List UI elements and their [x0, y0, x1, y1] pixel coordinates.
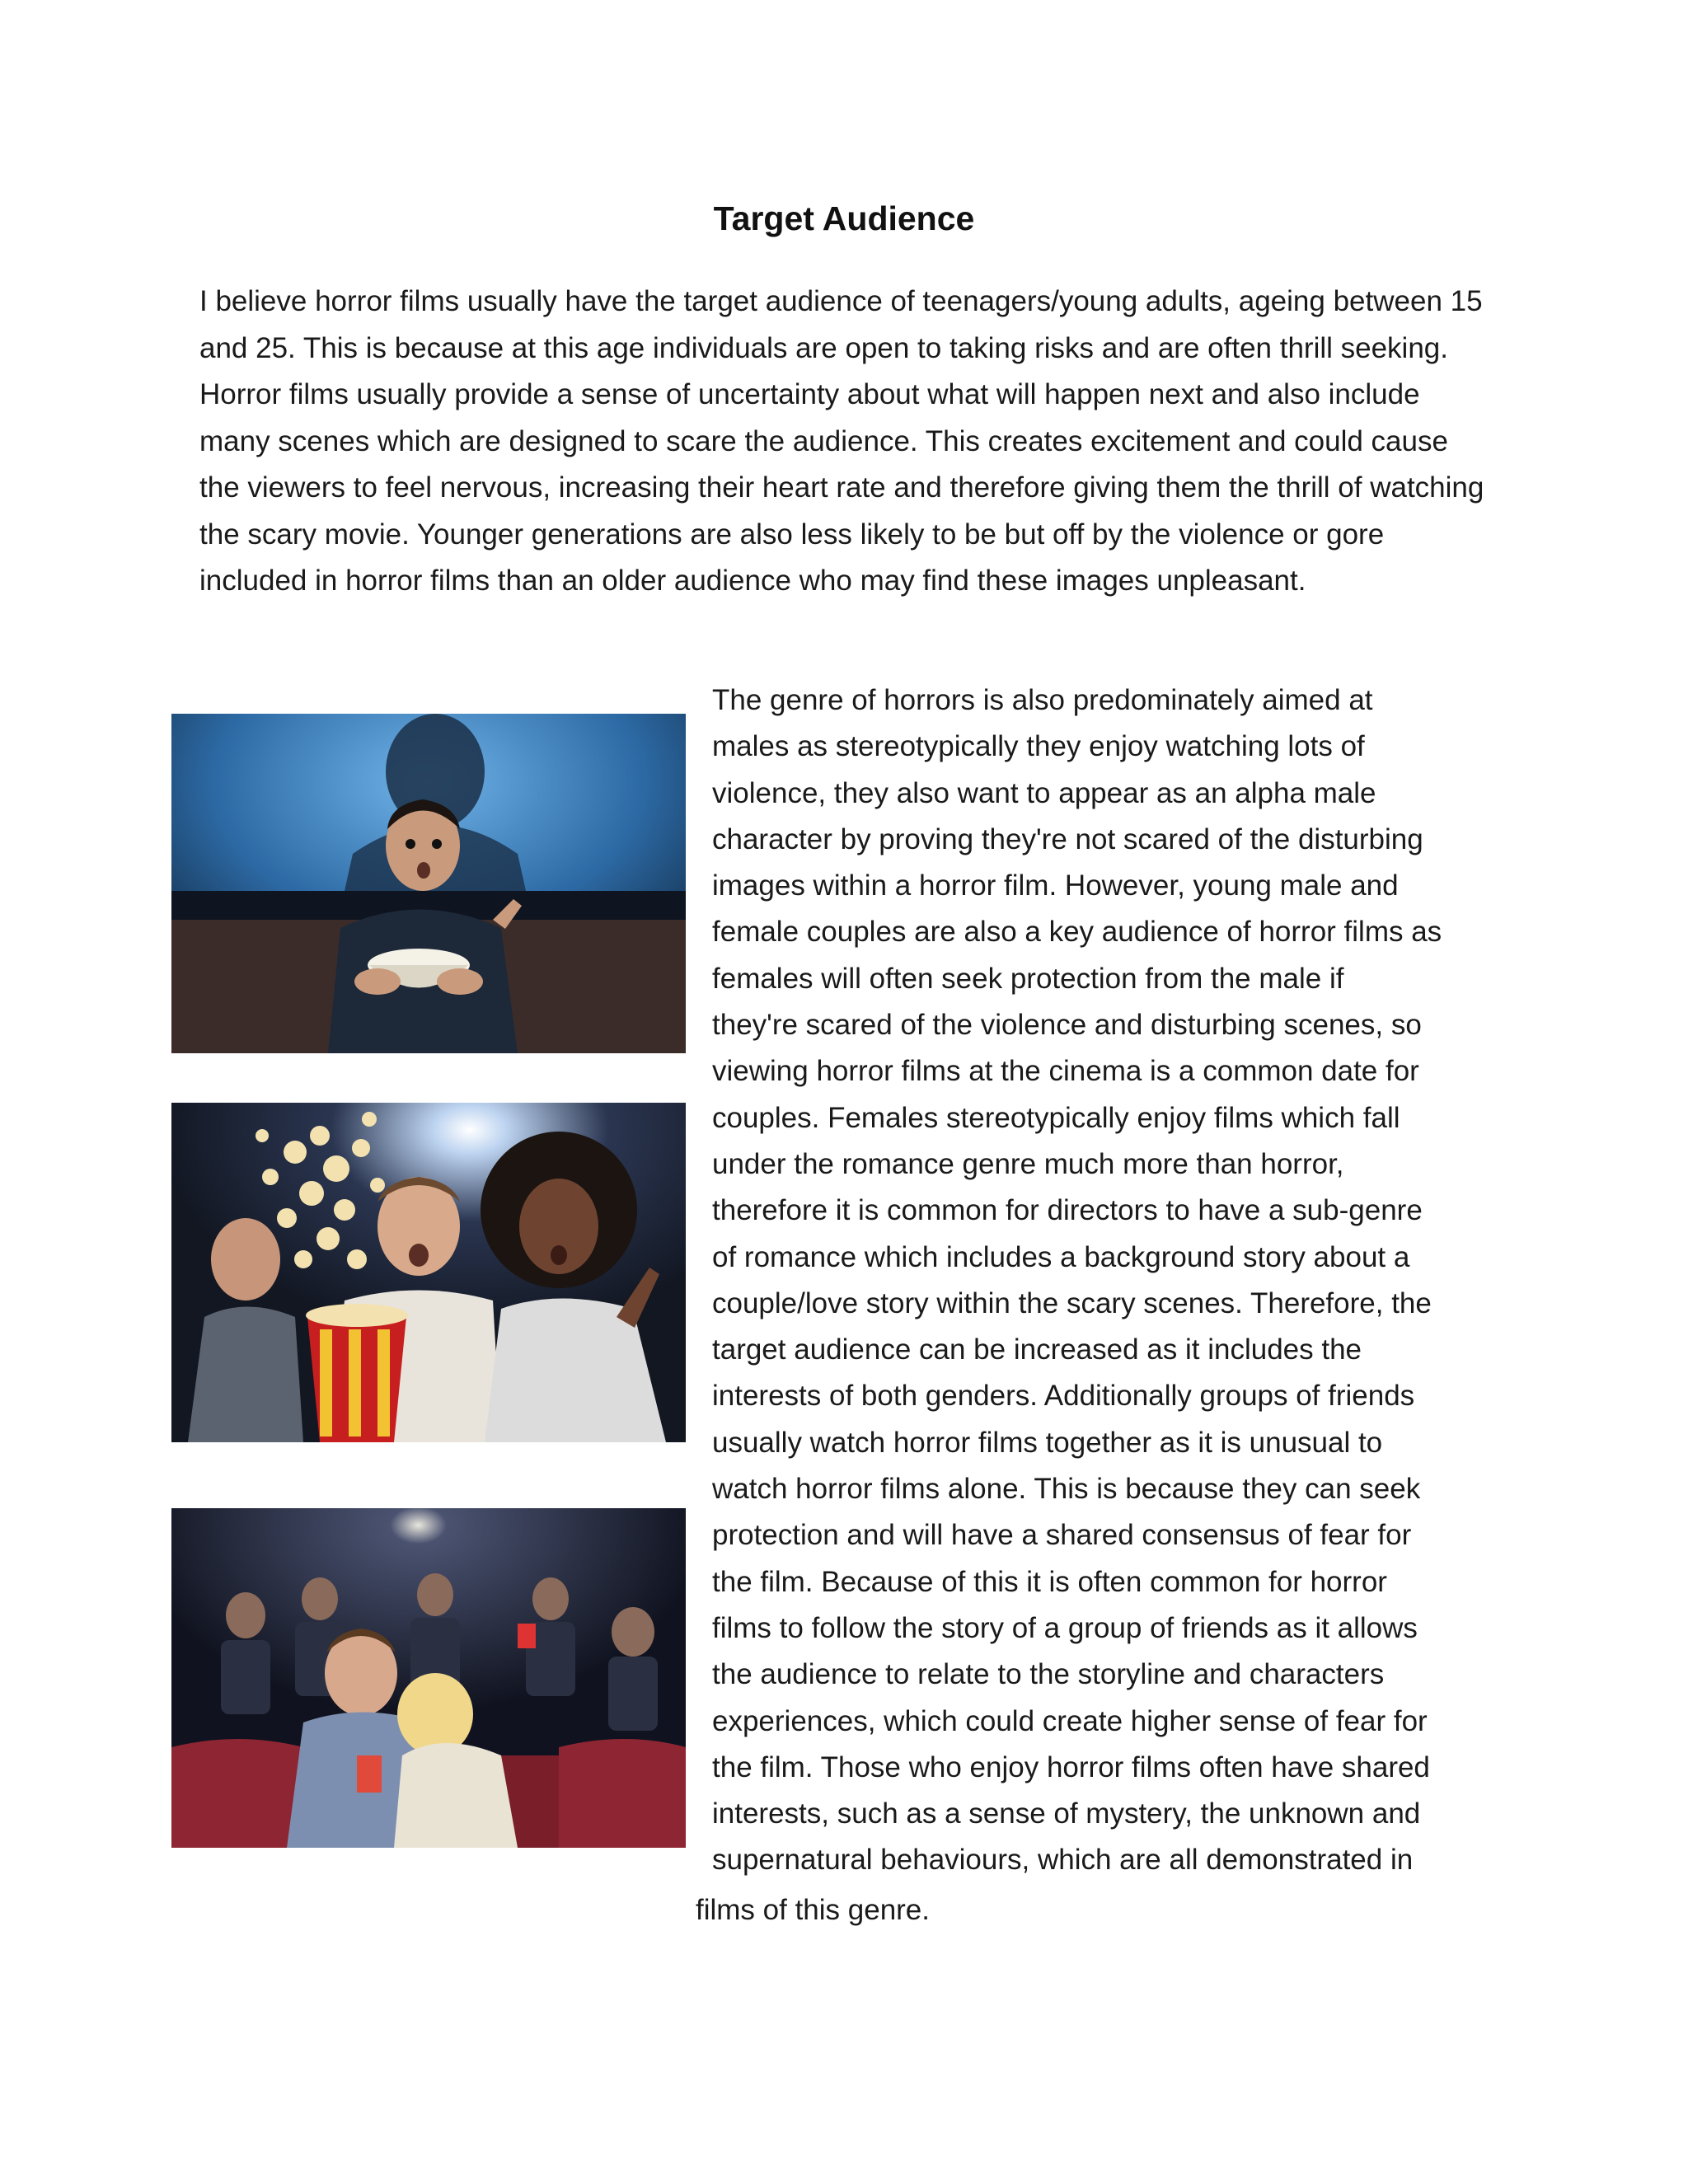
paragraph-line: female couples are also a key audience of horror films as: [712, 916, 1442, 949]
page-title: Target Audience: [713, 199, 975, 237]
paragraph-line: they're scared of the violence and disturbing scenes, so: [712, 1009, 1422, 1042]
paragraph-line: females will often seek protection from the male if: [712, 962, 1344, 995]
paragraph-line: males as stereotypically they enjoy watching lots of: [712, 730, 1365, 763]
paragraph-line: the film. Those who enjoy horror films often have shared: [712, 1750, 1430, 1783]
paragraph-line: viewing horror films at the cinema is a common date for: [712, 1055, 1419, 1088]
paragraph-line: interests, such as a sense of mystery, the unknown and: [712, 1797, 1421, 1830]
paragraph-line: the audience to relate to the storyline and characters: [712, 1658, 1385, 1691]
paragraph-line: couples. Females stereotypically enjoy films which fall: [712, 1101, 1400, 1134]
paragraph-line: the film. Because of this it is often common for horror: [712, 1565, 1387, 1598]
paragraph-line: interests of both genders. Additionally groups of friends: [712, 1380, 1415, 1413]
paragraph-line: of romance which includes a background story about a: [712, 1240, 1410, 1273]
paragraph-line: therefore it is common for directors to have a sub-genre: [712, 1194, 1423, 1227]
intro-paragraph: I believe horror films usually have the target audience of teenagers/young adults, ageing between 15 and 25. This is because at this age individuals are open to taking risks and are often thrill seeking. Horror films usually provide a sense of uncertainty about what will happen next and also include many scenes which are designed to scare the audience. This creates excitement and could cause the viewers to feel nervous, increasing their heart rate and therefore giving them the thrill of watching the scary movie. Younger generations are also less likely to be but off by the violence or gore included in horror films than an older audience who may find these images unpleasant.: [199, 285, 1484, 597]
paragraph-line: under the romance genre much more than horror,: [712, 1147, 1344, 1180]
paragraph-line: watch horror films alone. This is because they can seek: [712, 1473, 1421, 1506]
audience-popcorn-spill-photo: [171, 1103, 686, 1442]
paragraph-final-line: films of this genre.: [696, 1894, 930, 1926]
paragraph-line: usually watch horror films together as it is unusual to: [712, 1426, 1383, 1459]
paragraph-line: images within a horror film. However, young male and: [712, 869, 1399, 902]
paragraph-line: character by proving they're not scared of the disturbing: [712, 823, 1423, 855]
second-paragraph: [712, 677, 1487, 1884]
paragraph-line: target audience can be increased as it includes the: [712, 1333, 1362, 1366]
man-with-popcorn-shadow-photo: [171, 714, 686, 1053]
paragraph-line: couple/love story within the scary scenes. Therefore, the: [712, 1286, 1432, 1319]
paragraph-line: experiences, which could create higher sense of fear for: [712, 1704, 1428, 1737]
cinema-audience-couple-photo: [171, 1508, 686, 1848]
paragraph-line: The genre of horrors is also predominately aimed at: [712, 684, 1373, 716]
paragraph-line: supernatural behaviours, which are all demonstrated in: [712, 1844, 1414, 1877]
paragraph-line: films to follow the story of a group of friends as it allows: [712, 1611, 1418, 1644]
paragraph-line: violence, they also want to appear as an alpha male: [712, 776, 1376, 809]
paragraph-line: protection and will have a shared consensus of fear for: [712, 1519, 1412, 1552]
